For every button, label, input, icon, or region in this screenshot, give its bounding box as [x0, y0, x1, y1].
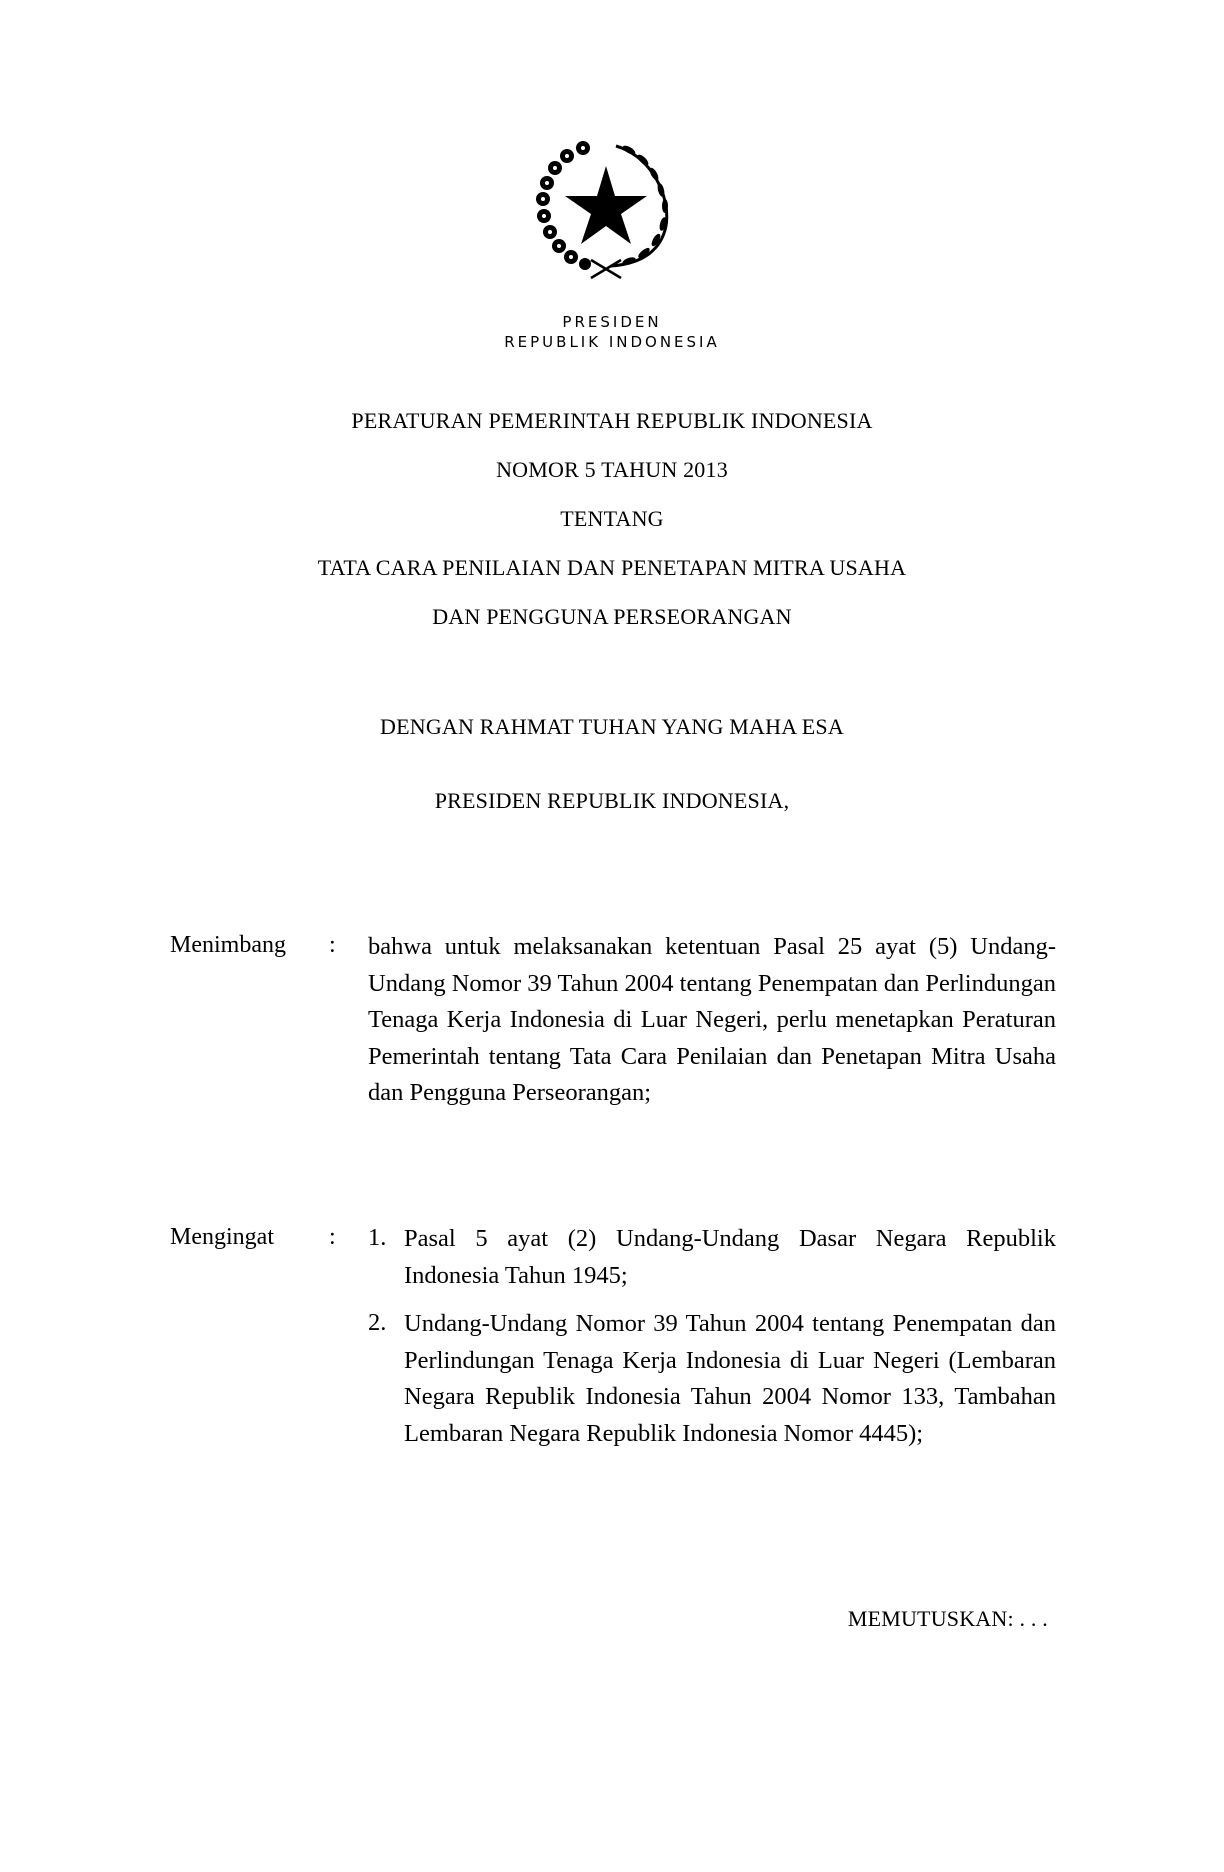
title-line-2: NOMOR 5 TAHUN 2013 [496, 457, 728, 482]
star-icon [565, 166, 647, 244]
star-wreath-icon [531, 136, 681, 286]
menimbang-colon: : [329, 932, 336, 958]
mengingat-item-1-text: Pasal 5 ayat (2) Undang-Undang Dasar Negara Republik Indonesia Tahun 1945; [404, 1225, 1056, 1289]
presidential-seal [531, 136, 681, 286]
mengingat-item-1-number: 1. [368, 1224, 387, 1251]
mengingat-item-2-number: 2. [368, 1309, 387, 1336]
title-line-5: DAN PENGGUNA PERSEORANGAN [432, 604, 792, 629]
letterhead-line-2: REPUBLIK INDONESIA [504, 333, 720, 351]
title-line-4: TATA CARA PENILAIAN DAN PENETAPAN MITRA USAHA [317, 555, 907, 580]
letterhead-line-1: PRESIDEN [562, 313, 662, 331]
mengingat-item-2-text: Undang-Undang Nomor 39 Tahun 2004 tentang Penempatan dan Perlindungan Tenaga Kerja Indonesia di Luar Negeri (Lembaran Negara Republik Indonesia Tahun 2004 Nomor 133, Tambahan Lembaran Negara Republik Indonesia Nomor 4445); [404, 1310, 1056, 1447]
mengingat-label: Mengingat [170, 1224, 274, 1250]
menimbang-label: Menimbang [170, 932, 286, 958]
title-line-3: TENTANG [560, 506, 664, 531]
title-line-1: PERATURAN PEMERINTAH REPUBLIK INDONESIA [351, 408, 873, 433]
mengingat-colon: : [329, 1224, 336, 1250]
invocation: DENGAN RAHMAT TUHAN YANG MAHA ESA [380, 714, 844, 739]
issuer: PRESIDEN REPUBLIK INDONESIA, [434, 788, 790, 813]
continuation-marker: MEMUTUSKAN: . . . [847, 1606, 1048, 1631]
letterhead-caption [0, 312, 1224, 352]
menimbang-text: bahwa untuk melaksanakan ketentuan Pasal 25 ayat (5) Undang-Undang Nomor 39 Tahun 2004 tentang Penempatan dan Perlindungan Tenaga Kerja Indonesia di Luar Negeri, perlu menetapkan Peraturan Pemerintah tentang Tata Cara Penilaian dan Penetapan Mitra Usaha dan Pengguna Perseorangan; [368, 933, 1056, 1106]
